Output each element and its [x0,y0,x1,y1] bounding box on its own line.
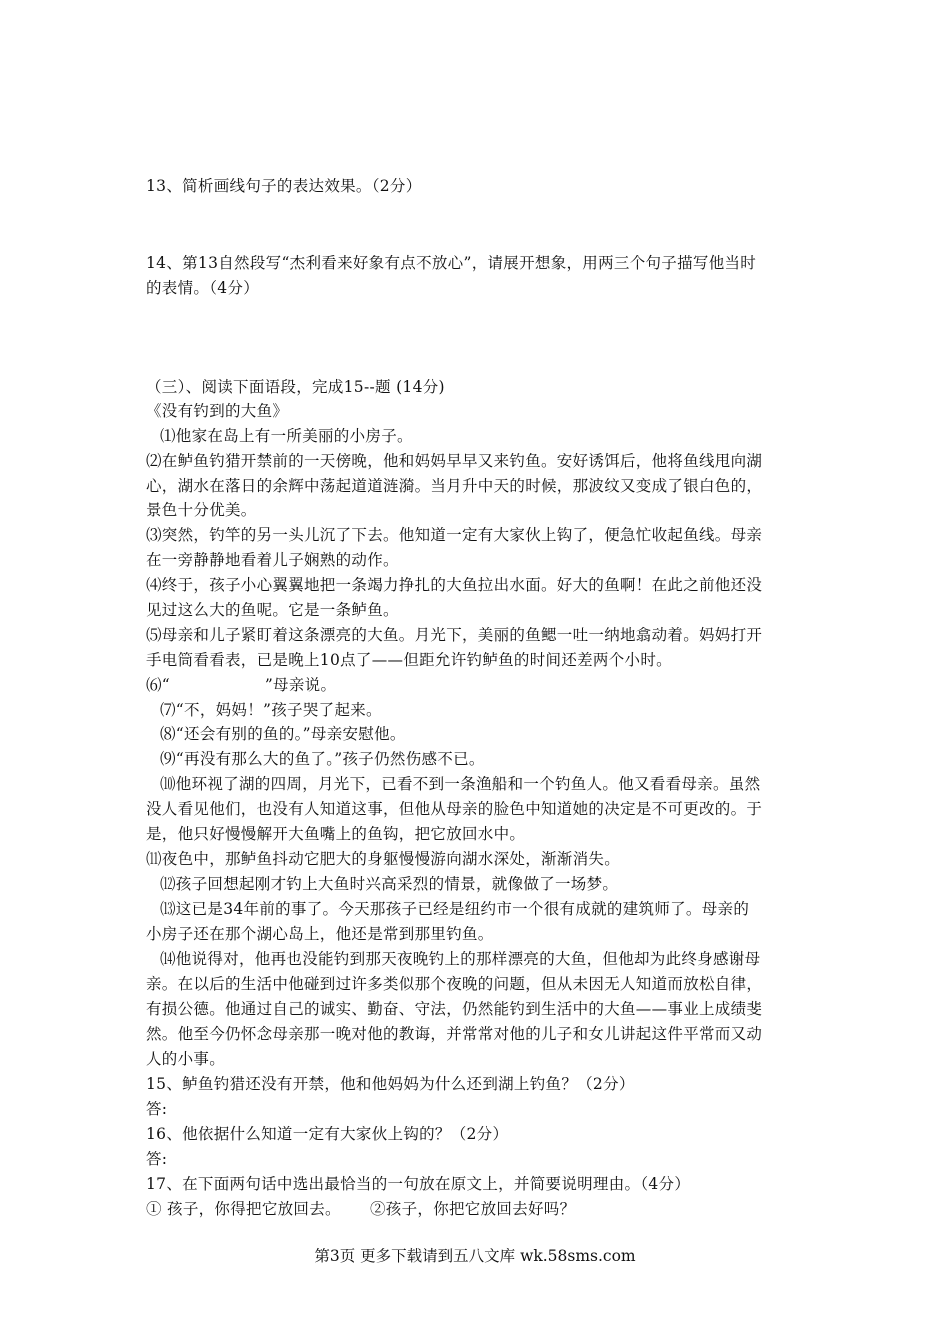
paragraph-13-line-2: 小房子还在那个湖心岛上，他还是常到那里钓鱼。 [146,925,494,943]
paragraph-7-line-1: ⑺“不，妈妈！”孩子哭了起来。 [160,701,382,719]
section-heading: （三）、阅读下面语段，完成15--题 (14分) [146,378,445,396]
paragraph-14-line-1: ⒁他说得对，他再也没能钓到那天夜晚钓上的那样漂亮的大鱼，但他却为此终身感谢母 [160,950,761,968]
paragraph-3-line-2: 在一旁静静地看着儿子娴熟的动作。 [146,551,399,569]
paragraph-3-line-1: ⑶突然，钓竿的另一头儿沉了下去。他知道一定有大家伙上钩了，便急忙收起鱼线。母亲 [146,526,763,544]
paragraph-14-line-5: 人的小事。 [146,1050,226,1068]
paragraph-2-line-1: ⑵在鲈鱼钓猎开禁前的一天傍晚，他和妈妈早早又来钓鱼。安好诱饵后，他将鱼线甩向湖 [146,452,763,470]
paragraph-1-line-1: ⑴他家在岛上有一所美丽的小房子。 [160,427,413,445]
paragraph-2-line-2: 心，湖水在落日的余辉中荡起道道涟漪。当月升中天的时候，那波纹又变成了银白色的， [146,477,763,495]
question-17-option-2: ②孩子，你把它放回去好吗？ [370,1200,576,1218]
answer-16-label: 答: [146,1150,168,1168]
question-16: 16、他依据什么知道一定有大家伙上钩的？（2分） [146,1125,509,1143]
paragraph-10-line-3: 是，他只好慢慢解开大鱼嘴上的鱼钩，把它放回水中。 [146,825,526,843]
answer-15-label: 答: [146,1100,168,1118]
question-15: 15、鲈鱼钓猎还没有开禁，他和他妈妈为什么还到湖上钓鱼？（2分） [146,1075,635,1093]
paragraph-13-line-1: ⒀这已是34年前的事了。今天那孩子已经是纽约市一个很有成就的建筑师了。母亲的 [160,900,750,918]
paragraph-8-line-1: ⑻“还会有别的鱼的。”母亲安慰他。 [160,725,406,743]
paragraph-5-line-1: ⑸母亲和儿子紧盯着这条漂亮的大鱼。月光下，美丽的鱼鳃一吐一纳地翕动着。妈妈打开 [146,626,763,644]
paragraph-10-line-2: 没人看见他们，也没有人知道这事，但他从母亲的脸色中知道她的决定是不可更改的。于 [146,800,763,818]
page-footer: 第3页 更多下载请到五八文库 wk.58sms.com [314,1247,636,1265]
paragraph-4-line-1: ⑷终于，孩子小心翼翼地把一条竭力挣扎的大鱼拉出水面。好大的鱼啊！在此之前他还没 [146,576,763,594]
paragraph-4-line-2: 见过这么大的鱼呢。它是一条鲈鱼。 [146,601,399,619]
paragraph-11-line-1: ⑾夜色中，那鲈鱼抖动它肥大的身躯慢慢游向湖水深处，渐渐消失。 [146,850,621,868]
question-17-option-1: ① 孩子，你得把它放回去。 [146,1200,341,1218]
question-14-line-1: 14、第13自然段写“杰利看来好象有点不放心”，请展开想象，用两三个句子描写他当时 [146,254,757,272]
paragraph-2-line-3: 景色十分优美。 [146,501,257,519]
paragraph-10-line-1: ⑽他环视了湖的四周，月光下，已看不到一条渔船和一个钓鱼人。他又看看母亲。虽然 [160,775,761,793]
question-17: 17、在下面两句话中选出最恰当的一句放在原文上，并简要说明理由。（4分） [146,1175,691,1193]
paragraph-5-line-2: 手电筒看看表，已是晚上10点了——但距允许钓鲈鱼的时间还差两个小时。 [146,651,672,669]
passage-title: 《没有钓到的大鱼》 [146,402,289,420]
paragraph-14-line-3: 有损公德。他通过自己的诚实、勤奋、守法，仍然能钓到生活中的大鱼——事业上成绩斐 [146,1000,763,1018]
paragraph-12-line-1: ⑿孩子回想起刚才钓上大鱼时兴高采烈的情景，就像做了一场梦。 [160,875,619,893]
paragraph-14-line-2: 亲。在以后的生活中他碰到过许多类似那个夜晚的问题，但从未因无人知道而放松自律， [146,975,763,993]
question-14-line-2: 的表情。（4分） [146,279,260,297]
question-13: 13、简析画线句子的表达效果。（2分） [146,177,422,195]
paragraph-14-line-4: 然。他至今仍怀念母亲那一晚对他的教诲，并常常对他的儿子和女儿讲起这件平常而又动 [146,1025,763,1043]
paragraph-9-line-1: ⑼“再没有那么大的鱼了。”孩子仍然伤感不已。 [160,750,485,768]
paragraph-6-line-1: ⑹“ ”母亲说。 [146,676,337,694]
